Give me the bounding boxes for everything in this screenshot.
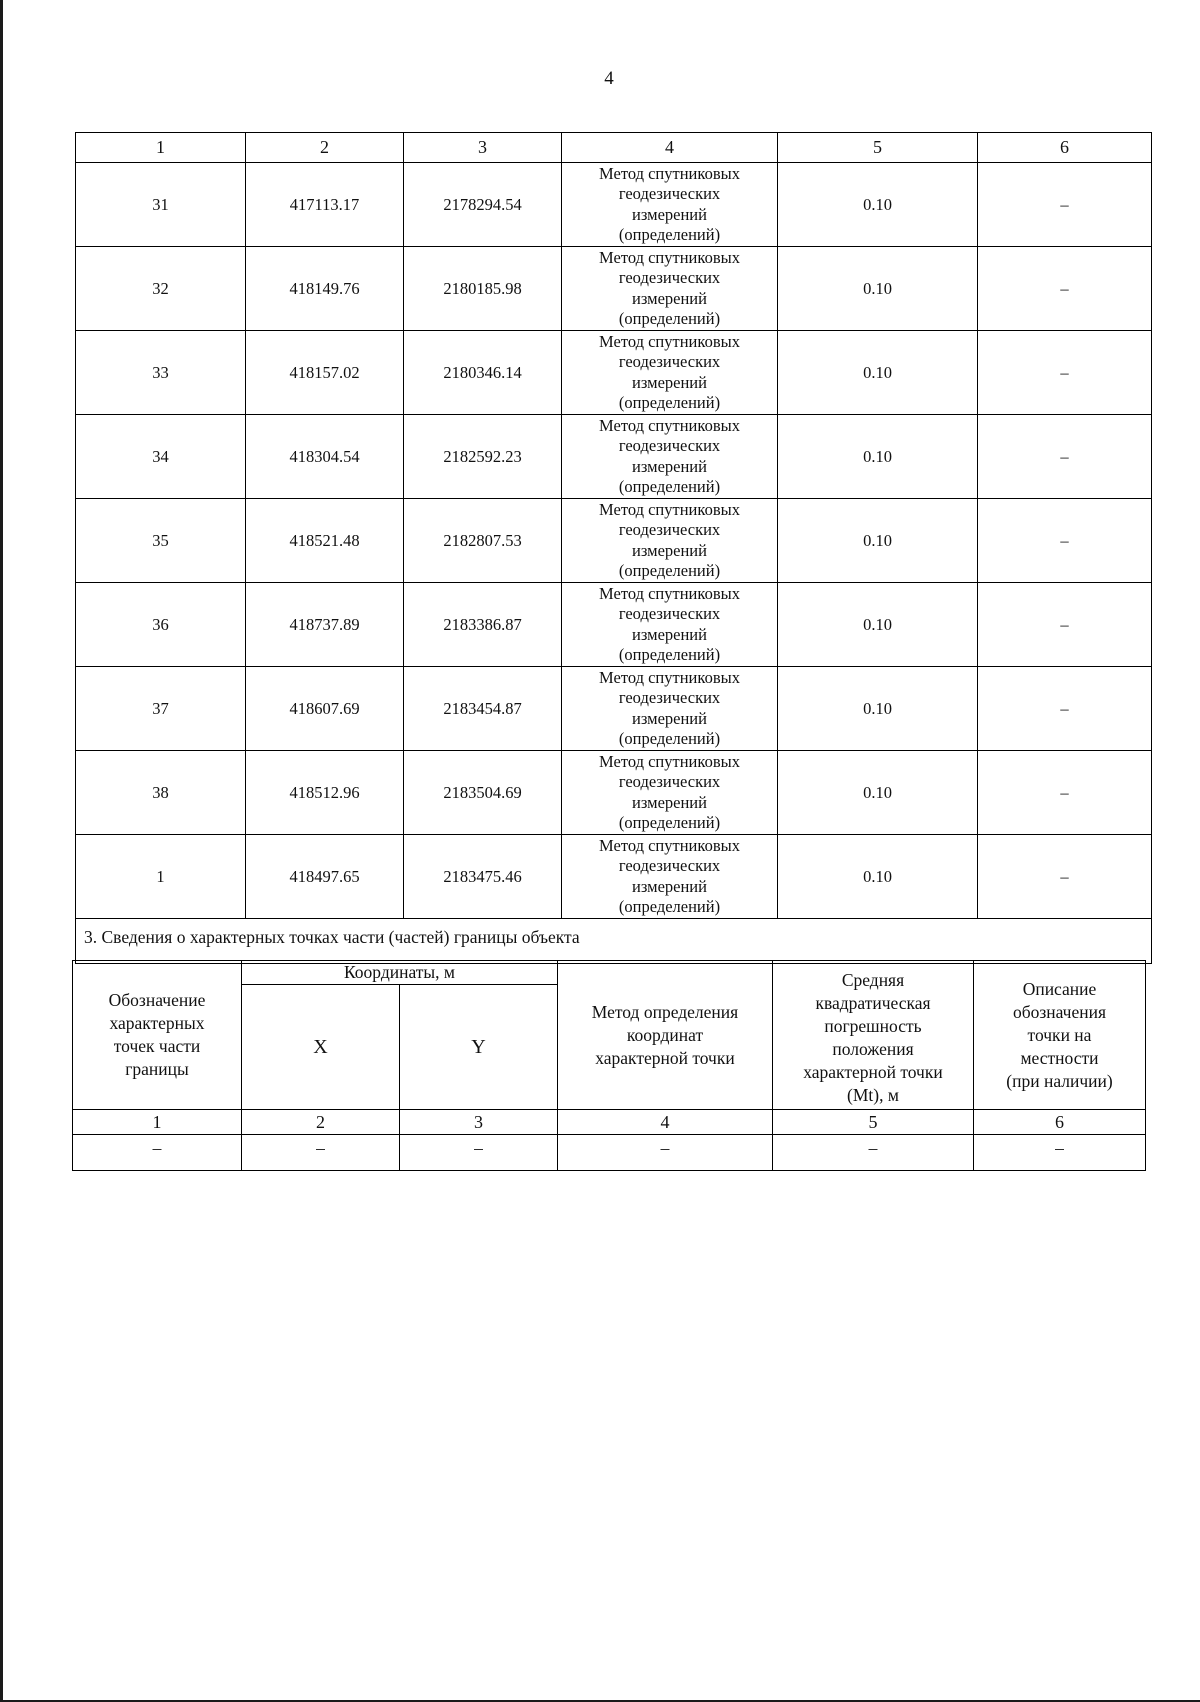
description-cell: – [978,583,1152,667]
method-cell [562,163,778,247]
method-header [558,961,773,1110]
y-coordinate-cell: 2182592.23 [404,415,562,499]
header-line: Средняя [841,970,905,990]
y-coordinate-cell: 2183504.69 [404,751,562,835]
method-line: геодезических [618,520,721,539]
error-cell: 0.10 [778,835,978,919]
header-line: Метод определения [591,1001,739,1022]
scan-edge-left [0,0,3,1702]
point-description-header [974,961,1146,1110]
header-line: характерной точки [595,1047,735,1068]
method-line: (определений) [618,813,721,832]
method-line: измерений [632,792,707,812]
column-number: 2 [246,133,404,163]
x-coordinate-cell: 418521.48 [246,499,404,583]
column-number-row [76,133,1152,163]
method-line: (определений) [618,393,721,412]
method-line: (определений) [618,729,721,748]
error-cell: 0.10 [778,583,978,667]
method-line: геодезических [618,268,721,287]
method-line: измерений [632,372,707,392]
point-id-cell: 37 [76,667,246,751]
method-line: Метод спутниковых [599,331,740,351]
method-line: Метод спутниковых [599,667,740,687]
x-coordinate-cell: 418497.65 [246,835,404,919]
y-coordinate-cell: 2182807.53 [404,499,562,583]
point-id-cell: 34 [76,415,246,499]
method-cell [562,667,778,751]
column-number: 6 [978,133,1152,163]
error-cell: 0.10 [778,751,978,835]
y-coordinate-cell: 2183454.87 [404,667,562,751]
method-line: измерений [632,204,707,224]
header-line: квадратическая [815,993,931,1013]
empty-cell: – [400,1135,558,1171]
table-row [76,415,1152,499]
table-row [76,247,1152,331]
section-title: 3. Сведения о характерных точках части (частей) границы объекта [76,919,1152,964]
empty-cell: – [773,1135,974,1171]
column-number: 6 [974,1110,1146,1135]
method-cell [562,331,778,415]
method-line: (определений) [618,225,721,244]
x-header: X [242,985,400,1110]
y-header: Y [400,985,558,1110]
point-id-cell: 1 [76,835,246,919]
mean-square-error-header [773,961,974,1110]
error-cell: 0.10 [778,331,978,415]
method-line: (определений) [618,477,721,496]
error-cell: 0.10 [778,163,978,247]
error-cell: 0.10 [778,415,978,499]
description-cell: – [978,499,1152,583]
column-number-row [73,1110,1146,1135]
x-coordinate-cell: 418512.96 [246,751,404,835]
coordinates-header: Координаты, м [242,961,558,985]
header-line: положения [832,1039,914,1059]
page-number: 4 [604,68,614,89]
table-row [76,751,1152,835]
description-cell: – [978,667,1152,751]
y-coordinate-cell: 2183475.46 [404,835,562,919]
column-number: 1 [73,1110,242,1135]
method-line: (определений) [618,645,721,664]
header-line: погрешность [824,1016,922,1036]
method-line: геодезических [618,688,721,707]
column-number: 4 [562,133,778,163]
y-coordinate-cell: 2183386.87 [404,583,562,667]
table-row [76,583,1152,667]
header-line: характерных [109,1013,205,1033]
method-line: (определений) [618,561,721,580]
description-cell: – [978,835,1152,919]
x-coordinate-cell: 417113.17 [246,163,404,247]
header-line: обозначения [1012,1001,1107,1022]
header-line: точек части [113,1036,201,1056]
x-coordinate-cell: 418607.69 [246,667,404,751]
point-designation-header [73,961,242,1110]
column-number: 5 [778,133,978,163]
error-cell: 0.10 [778,667,978,751]
header-line: точки на [1027,1024,1092,1045]
method-line: измерений [632,456,707,476]
column-number: 2 [242,1110,400,1135]
part-boundary-points-table [72,960,1146,1171]
method-cell [562,247,778,331]
column-number: 3 [404,133,562,163]
table-row [76,667,1152,751]
header-line: Описание [1022,978,1097,999]
description-cell: – [978,751,1152,835]
header-line: (Mt), м [847,1085,899,1105]
method-line: Метод спутниковых [599,415,740,435]
empty-cell: – [558,1135,773,1171]
method-line: Метод спутниковых [599,751,740,771]
method-line: Метод спутниковых [599,835,740,855]
column-number: 4 [558,1110,773,1135]
method-line: измерений [632,708,707,728]
description-cell: – [978,415,1152,499]
method-cell [562,835,778,919]
error-cell: 0.10 [778,499,978,583]
coordinates-table [75,132,1152,964]
method-line: измерений [632,624,707,644]
point-id-cell: 33 [76,331,246,415]
x-coordinate-cell: 418737.89 [246,583,404,667]
point-id-cell: 35 [76,499,246,583]
header-line: координат [626,1024,704,1045]
method-line: геодезических [618,604,721,623]
table-row [76,163,1152,247]
method-line: геодезических [618,772,721,791]
y-coordinate-cell: 2180346.14 [404,331,562,415]
point-id-cell: 36 [76,583,246,667]
method-line: Метод спутниковых [599,247,740,267]
description-cell: – [978,331,1152,415]
header-line: Обозначение [108,990,206,1010]
method-line: измерений [632,288,707,308]
header-line: границы [125,1059,189,1079]
section-row [76,919,1152,964]
empty-cell: – [242,1135,400,1171]
x-coordinate-cell: 418149.76 [246,247,404,331]
method-line: измерений [632,876,707,896]
empty-cell: – [974,1135,1146,1171]
description-cell: – [978,163,1152,247]
method-line: Метод спутниковых [599,583,740,603]
method-line: измерений [632,540,707,560]
method-cell [562,583,778,667]
description-cell: – [978,247,1152,331]
method-cell [562,415,778,499]
header-line: (при наличии) [1006,1070,1113,1091]
y-coordinate-cell: 2178294.54 [404,163,562,247]
method-line: геодезических [618,856,721,875]
table-row [76,499,1152,583]
header-line: характерной точки [803,1062,943,1082]
point-id-cell: 31 [76,163,246,247]
column-number: 1 [76,133,246,163]
method-line: Метод спутниковых [599,499,740,519]
method-line: геодезических [618,436,721,455]
method-line: (определений) [618,897,721,916]
empty-cell: – [73,1135,242,1171]
column-number: 3 [400,1110,558,1135]
point-id-cell: 32 [76,247,246,331]
method-line: (определений) [618,309,721,328]
point-id-cell: 38 [76,751,246,835]
table-row [76,331,1152,415]
error-cell: 0.10 [778,247,978,331]
table-row [76,835,1152,919]
method-line: геодезических [618,184,721,203]
column-number: 5 [773,1110,974,1135]
method-line: Метод спутниковых [599,163,740,183]
header-line: местности [1020,1047,1099,1068]
method-line: геодезических [618,352,721,371]
y-coordinate-cell: 2180185.98 [404,247,562,331]
method-cell [562,751,778,835]
x-coordinate-cell: 418157.02 [246,331,404,415]
empty-data-row [73,1135,1146,1171]
method-cell [562,499,778,583]
x-coordinate-cell: 418304.54 [246,415,404,499]
